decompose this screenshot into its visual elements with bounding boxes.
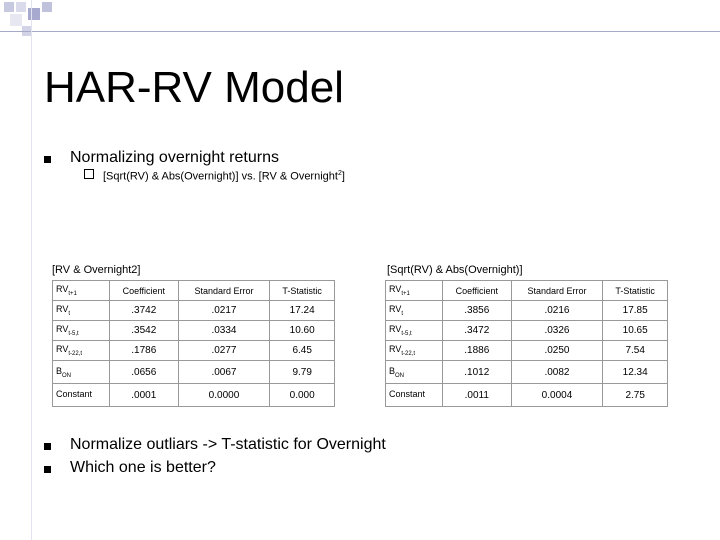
slide-title: HAR-RV Model: [44, 63, 344, 112]
bullet-icon: [44, 156, 51, 163]
table-right-label: [Sqrt(RV) & Abs(Overnight)]: [387, 264, 523, 276]
results-table-right: [385, 280, 668, 407]
bullet-text-1: Normalizing overnight returns: [70, 149, 279, 166]
bullet-text-2: Normalize outliars -> T-statistic for Overnight: [70, 436, 386, 453]
table-header-row: $RV_{t+1}$ Coefficient Standard Error T-Statistic: [53, 281, 335, 301]
table-row: $RV_{t-22,t}$ .1786 .0277 6.45: [53, 341, 335, 361]
table-row: Constant .0011 0.0004 2.75: [386, 384, 668, 407]
table-header-row: $RV_{t+1}$ Coefficient Standard Error T-Statistic: [386, 281, 668, 301]
table-row: $RV_t$ .3742 .0217 17.24: [53, 301, 335, 321]
checkbox-bullet-icon: [84, 169, 94, 179]
bullet-text-3: Which one is better?: [70, 459, 216, 476]
table-row: $RV_t$ .3856 .0216 17.85: [386, 301, 668, 321]
bullet-icon: [44, 466, 51, 473]
table-row: $RV_{t-22,t}$ .1886 .0250 7.54: [386, 341, 668, 361]
table-left-label: [RV & Overnight2]: [52, 264, 141, 276]
side-rule: [31, 0, 32, 540]
table-row: Constant .0001 0.0000 0.000: [53, 384, 335, 407]
results-table-left: [52, 280, 335, 407]
sub-bullet-text: [Sqrt(RV) & Abs(Overnight)] vs. [RV & Overnight$^2$]: [103, 170, 345, 183]
corner-decoration: [0, 0, 60, 46]
bullet-icon: [44, 443, 51, 450]
table-row: $B_{ON}$ .1012 .0082 12.34: [386, 361, 668, 384]
table-row: $RV_{t-5,t}$ .3472 .0326 10.65: [386, 321, 668, 341]
table-row: $B_{ON}$ .0656 .0067 9.79: [53, 361, 335, 384]
table-row: $RV_{t-5,t}$ .3542 .0334 10.60: [53, 321, 335, 341]
header-rule: [0, 31, 720, 32]
